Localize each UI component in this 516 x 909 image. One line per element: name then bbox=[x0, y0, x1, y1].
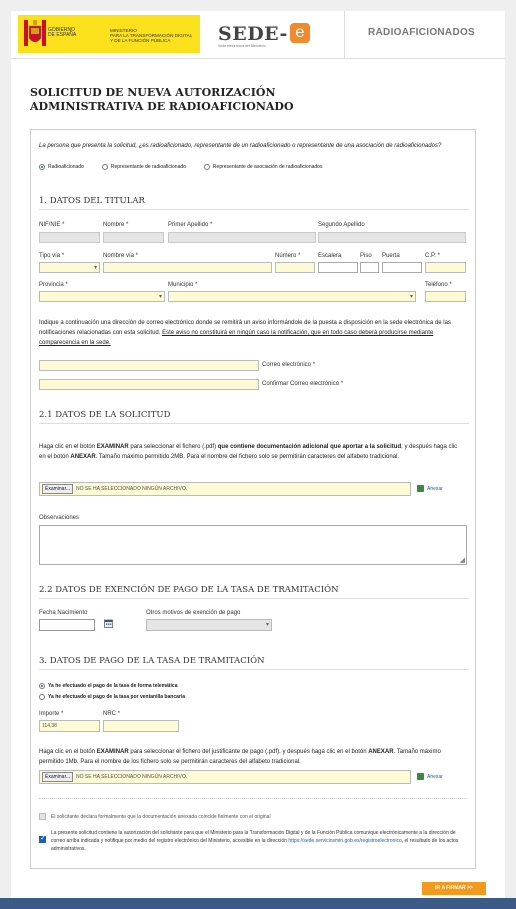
sede-e-icon: e bbox=[290, 23, 310, 43]
anexar-label: Anexar bbox=[427, 773, 443, 780]
telefono-field[interactable] bbox=[425, 291, 466, 302]
applicant-options bbox=[39, 164, 322, 170]
header bbox=[11, 11, 505, 59]
label-tipo-via: Tipo vía * bbox=[39, 253, 65, 259]
section-heading-pago: 3. DATOS DE PAGO DE LA TASA DE TRAMITACIÓN bbox=[39, 656, 469, 670]
instr-text: Haga clic en el botón bbox=[39, 444, 97, 450]
registro-link[interactable]: https://sede.serviciosmin.gob.es/registroelectronico bbox=[288, 838, 402, 844]
gobierno-label: GOBIERNO DE ESPAÑA bbox=[48, 27, 77, 38]
nrc-field[interactable] bbox=[103, 720, 179, 732]
instr-text: para seleccionar el fichero (.pdf) bbox=[128, 444, 218, 450]
attach-icon bbox=[417, 773, 424, 780]
page-title: SOLICITUD DE NUEVA AUTORIZACIÓN ADMINISTRATIVA DE RADIOAFICIONADO bbox=[30, 86, 294, 113]
otros-motivos-select[interactable] bbox=[146, 619, 272, 631]
instr-bold: EXAMINAR bbox=[96, 749, 129, 755]
fecha-nacimiento-field[interactable] bbox=[39, 619, 95, 631]
label-nif: NIF/NIE * bbox=[39, 222, 65, 228]
segundo-apellido-field[interactable] bbox=[318, 232, 466, 243]
observaciones-textarea[interactable] bbox=[39, 525, 467, 565]
pago-option-telematica[interactable] bbox=[39, 683, 178, 689]
declaracion-row bbox=[39, 813, 271, 820]
tipo-via-select[interactable] bbox=[39, 262, 100, 273]
instr-text: . Tamaño máximo permitido 1Mb. Para el nombre de los fichero solo se permitirán caracteres del alfabeto tradicional. bbox=[39, 749, 441, 765]
primer-apellido-field[interactable] bbox=[168, 232, 316, 243]
radio-label: Representante de radioaficionado bbox=[110, 164, 186, 170]
instr-bold: EXAMINAR bbox=[96, 444, 129, 450]
radio-pago-ventanilla[interactable] bbox=[39, 694, 45, 700]
section-heading-solicitud: 2.1 DATOS DE LA SOLICITUD bbox=[39, 410, 469, 424]
nif-field[interactable] bbox=[39, 232, 100, 243]
header-divider bbox=[344, 11, 345, 59]
instr-bold: ANEXAR bbox=[70, 454, 96, 460]
radio-representante[interactable] bbox=[102, 164, 108, 170]
ministry-label: MINISTERIO PARA LA TRANSFORMACIÓN DIGITAL Y DE LA FUNCIÓN PÚBLICA bbox=[110, 28, 193, 43]
label-municipio: Municipio * bbox=[168, 282, 198, 288]
file-status: NO SE HA SELECCIONADO NINGÚN ARCHIVO. bbox=[76, 774, 188, 780]
nombre-field[interactable] bbox=[103, 232, 164, 243]
escalera-field[interactable] bbox=[318, 262, 358, 273]
label-escalera: Escalera bbox=[318, 253, 342, 259]
ir-a-firmar-button[interactable]: IR A FIRMAR >> bbox=[422, 882, 486, 895]
consent-text-part: La presente solicitud contiene la autorización del solicitante para que el Ministerio para la Transformación Digital y de la Función Pública comunique electrónicamente a la dirección de correo arriba indicada y notifique por medio del registro electrónico del Ministerio, accesible en la dirección bbox=[51, 830, 456, 844]
label-importe: Importe * bbox=[39, 711, 64, 717]
radio-label: Ya he efectuado el pago de la tasa por ventanilla bancaria bbox=[48, 694, 185, 700]
provincia-select[interactable] bbox=[39, 291, 165, 302]
section-heading-exencion: 2.2 DATOS DE EXENCIÓN DE PAGO DE LA TASA DE TRAMITACIÓN bbox=[39, 585, 469, 599]
label-otros-motivos: Otros motivos de exención de pago bbox=[146, 610, 241, 616]
instr-text: Haga clic en el botón bbox=[39, 749, 97, 755]
cp-field[interactable] bbox=[425, 262, 466, 273]
government-logo[interactable] bbox=[18, 15, 200, 53]
puerta-field[interactable] bbox=[382, 262, 422, 273]
importe-field[interactable]: 114,38 bbox=[39, 720, 100, 732]
instr-text: . Tamaño máximo permitido 2MB. Para el nombre del fichero solo se permitirán caracteres del alfabeto tradicional. bbox=[95, 454, 400, 460]
label-primer-apellido: Primer Apellido * bbox=[168, 222, 213, 228]
email-notice-underlined: Este aviso no constituirá en ningún caso la notificación, que en todo caso deberá producirse mediante comparecencia en la sede. bbox=[39, 330, 434, 346]
email-confirm-field[interactable] bbox=[39, 379, 259, 390]
pago-instructions bbox=[39, 747, 465, 767]
consent-text-part: , el resultado de los actos administrativos. bbox=[51, 838, 459, 852]
label-nombre-via: Nombre vía * bbox=[103, 253, 139, 259]
radio-label: Representante de asociación de radioaficionados bbox=[212, 164, 323, 170]
municipio-select[interactable] bbox=[168, 291, 416, 302]
file-status: NO SE HA SELECCIONADO NINGÚN ARCHIVO. bbox=[76, 486, 188, 492]
radio-label: Radioaficionado bbox=[48, 164, 84, 170]
instr-text: para seleccionar el fichero del justificante de pago (.pdf), y después haga clic en el botón bbox=[128, 749, 369, 755]
label-fecha-nacimiento: Fecha Nacimiento bbox=[39, 610, 88, 616]
coat-of-arms-icon bbox=[24, 18, 46, 50]
solicitud-instructions bbox=[39, 442, 465, 462]
footer-bar bbox=[0, 898, 516, 909]
calendar-icon[interactable] bbox=[104, 619, 113, 628]
resize-handle-icon[interactable]: ◢ bbox=[459, 557, 465, 564]
radio-label: Ya he efectuado el pago de la tasa de forma telemática bbox=[48, 683, 178, 689]
consent-checkbox[interactable] bbox=[39, 836, 46, 843]
label-numero: Número * bbox=[275, 253, 301, 259]
label-nrc: NRC * bbox=[103, 711, 121, 717]
label-cp: C.P. * bbox=[425, 253, 440, 259]
label-segundo-apellido: Segundo Apellido bbox=[318, 222, 365, 228]
browse-button[interactable]: Examinar... bbox=[42, 772, 73, 782]
anexar-button[interactable] bbox=[417, 773, 443, 780]
anexar-button[interactable] bbox=[417, 485, 443, 492]
declaracion-label: El solicitante declara formalmente que la documentación anexada coincide fielmente con el original bbox=[51, 813, 271, 820]
attach-icon bbox=[417, 485, 424, 492]
radio-radioaficionado[interactable] bbox=[39, 164, 45, 170]
email-notice-text: Indique a continuación una dirección de correo electrónico donde se remitirá un aviso informándole de la puesta a disposición en la sede electrónica de las notificaciones relacionadas con esta solicitud. bbox=[39, 320, 451, 336]
instr-bold: que contiene documentación adicional que aportar a la solicitud bbox=[217, 444, 402, 450]
label-email: Correo electrónico * bbox=[262, 362, 316, 368]
sede-subtitle: Sede electrónica del Ministerio bbox=[218, 44, 266, 48]
nombre-via-field[interactable] bbox=[103, 262, 272, 273]
piso-field[interactable] bbox=[360, 262, 379, 273]
pago-option-ventanilla[interactable] bbox=[39, 694, 185, 700]
numero-field[interactable] bbox=[275, 262, 315, 273]
label-provincia: Provincia * bbox=[39, 282, 68, 288]
instr-bold: ANEXAR bbox=[368, 749, 394, 755]
applicant-question: La persona que presenta la solicitud, ¿es radioaficionado, representante de un radioaficionado o representante de una asociación de radioaficionados? bbox=[39, 143, 442, 149]
label-email-confirm: Confirmar Correo electrónico * bbox=[262, 381, 344, 387]
label-piso: Piso bbox=[360, 253, 372, 259]
page bbox=[11, 11, 505, 901]
sede-wordmark: SEDE- bbox=[218, 23, 288, 45]
label-nombre: Nombre * bbox=[103, 222, 129, 228]
radio-pago-telematico[interactable] bbox=[39, 683, 45, 689]
sede-logo[interactable] bbox=[218, 23, 322, 53]
instr-text: , y después haga clic en el botón bbox=[39, 444, 458, 460]
anexar-label: Anexar bbox=[427, 485, 443, 492]
section-title: RADIOAFICIONADOS bbox=[368, 27, 476, 38]
form-box bbox=[30, 129, 476, 869]
file-input-solicitud[interactable] bbox=[39, 482, 411, 496]
file-input-pago[interactable] bbox=[39, 770, 411, 784]
divider bbox=[39, 798, 467, 799]
declaracion-checkbox[interactable] bbox=[39, 813, 46, 820]
label-telefono: Teléfono * bbox=[425, 282, 452, 288]
section-heading-titular: 1. DATOS DEL TITULAR bbox=[39, 196, 469, 210]
label-observaciones: Observaciones bbox=[39, 515, 80, 521]
email-field[interactable] bbox=[39, 360, 259, 371]
radio-representante-asociacion[interactable] bbox=[204, 164, 210, 170]
browse-button[interactable]: Examinar... bbox=[42, 484, 73, 494]
consent-text bbox=[51, 829, 463, 853]
label-puerta: Puerta bbox=[382, 253, 400, 259]
email-notice bbox=[39, 318, 465, 348]
